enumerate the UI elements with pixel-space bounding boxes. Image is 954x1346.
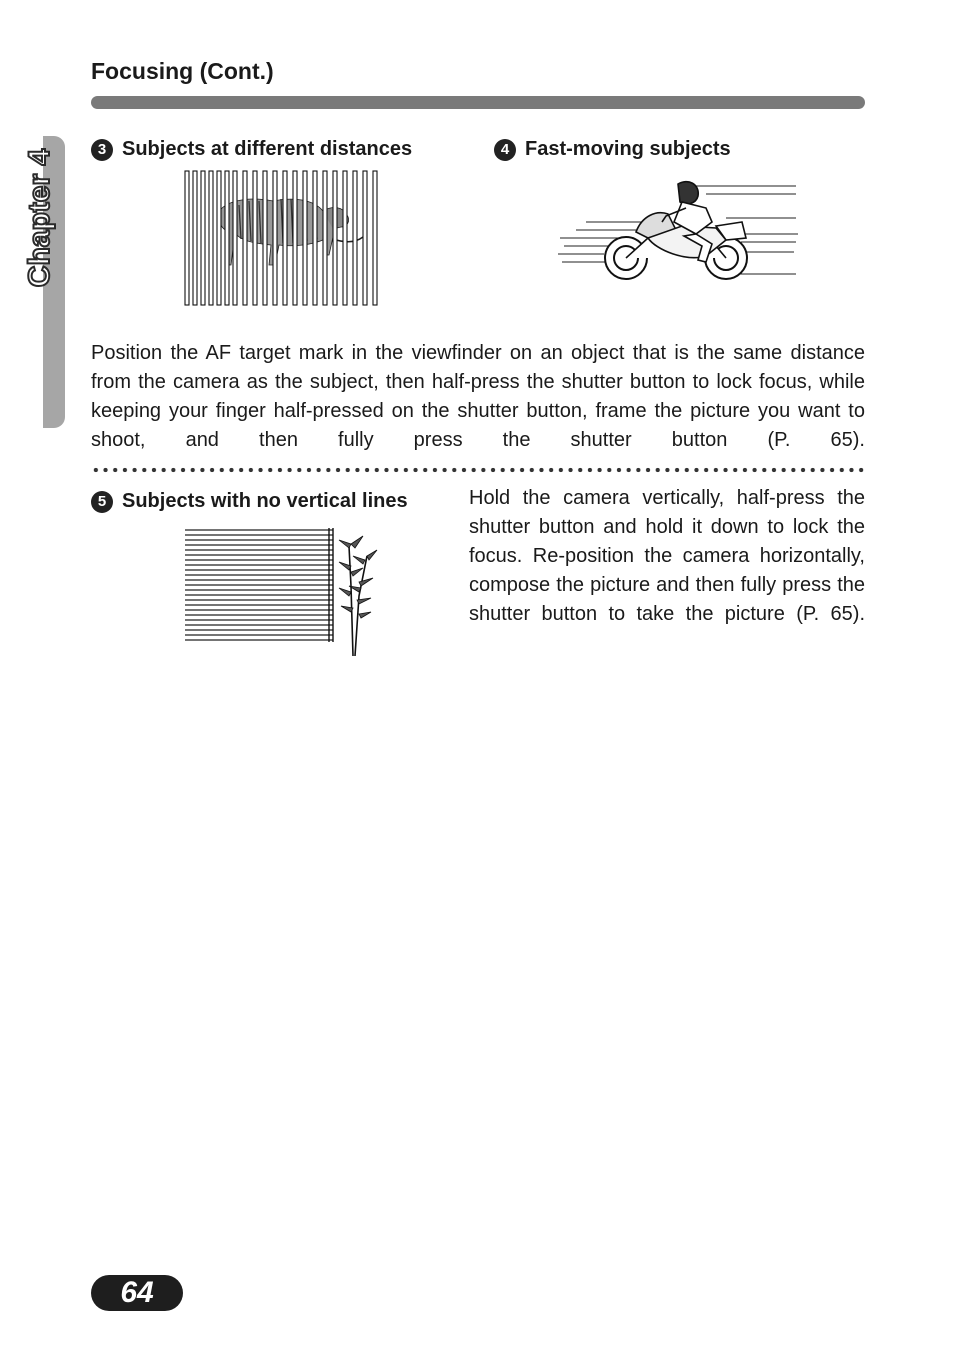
item-heading-3: [91, 138, 412, 161]
chapter-label: Chapter 4: [23, 148, 56, 288]
motorcycle-illustration: [556, 178, 800, 284]
bamboo-lines-illustration: [183, 526, 383, 658]
distances-paragraph: Position the AF target mark in the viewfinder on an object that is the same distance from the camera as the subject, then half-press the shutter button to lock focus, while keeping your finger half-pressed on the shutter button, frame the picture you want to shoot, and then fully press the shutter button (P. 65).: [91, 342, 865, 451]
item-heading-4: [494, 138, 731, 161]
number-badge: 3: [91, 139, 113, 161]
number-badge: 4: [494, 139, 516, 161]
item-heading-text: Subjects with no vertical lines: [122, 490, 408, 512]
title-rule: [91, 96, 865, 109]
no-vertical-paragraph: Hold the camera vertically, half-press the shutter button and hold it down to lock the focus. Re-position the camera horizontally, compose the picture and then fully press the shutter button to take the picture (P. 65).: [469, 487, 865, 625]
dotted-divider: [91, 466, 865, 474]
page-number: 64: [91, 1275, 183, 1311]
tiger-behind-bars-illustration: [183, 169, 383, 307]
item-heading-5: [91, 490, 408, 513]
item-heading-text: Subjects at different distances: [122, 138, 413, 160]
item-heading-text: Fast-moving subjects: [525, 138, 731, 160]
number-badge: 5: [91, 491, 113, 513]
section-title: Focusing (Cont.): [91, 58, 274, 84]
